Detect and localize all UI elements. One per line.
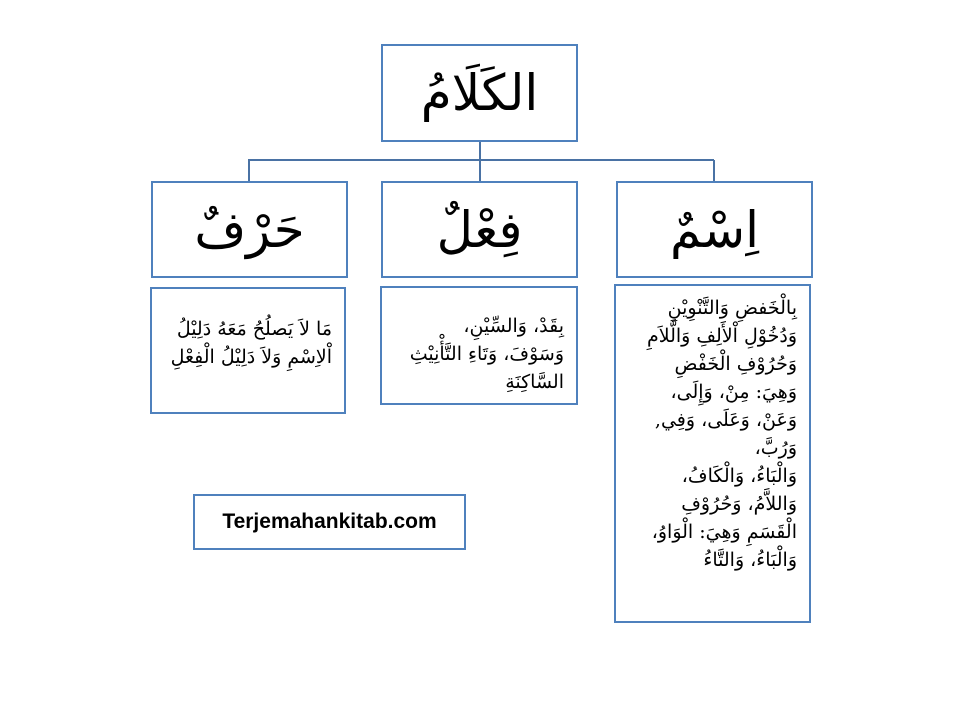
description-ism-line: وَالْبَاءُ، وَالتَّاءُ — [703, 549, 797, 571]
category-harf-label: حَرْفٌ — [194, 200, 305, 259]
description-ism-line: وَدُخُوْلِ اْلأَلِفِ وَالَّلاَمِ — [647, 325, 797, 347]
description-ism-line: وَهِيَ: مِنْ، وَإِلَى، — [670, 381, 797, 403]
description-ism — [614, 284, 811, 623]
description-fiil-line: وَسَوْفَ، وَتَاءِ التَّأْنِيْثِ — [409, 343, 564, 365]
description-ism-line: الْقَسَمِ وَهِيَ: الْوَاوُ، — [651, 521, 797, 543]
description-harf — [150, 287, 346, 414]
root-node-kalam — [381, 44, 578, 142]
description-ism-line: بِالْخَفضِ وَالتَّنْوِيْنِ — [667, 297, 797, 319]
description-fiil-line: السَّاكِنَةِ — [505, 371, 564, 393]
category-node-harf — [151, 181, 348, 278]
root-node-label: الكَلَامُ — [420, 64, 539, 122]
description-ism-line: وَعَنْ، وَعَلَى، وَفِي, — [654, 409, 797, 431]
description-fiil-line: بِقَدْ، وَالسِّيْنِ، — [463, 315, 564, 337]
category-node-ism — [616, 181, 813, 278]
description-harf-line: مَا لاَ يَصلُحُ مَعَهُ دَلِيْلُ — [176, 318, 332, 340]
description-harf-line: اْلاِسْمِ وَلاَ دَلِيْلُ الْفِعْلِ — [170, 346, 332, 368]
description-ism-line: وَالْبَاءُ، وَالْكَافُ، — [681, 465, 797, 487]
description-ism-line: وَاللاَّمُ، وَحُرُوْفِ — [681, 493, 797, 515]
description-fiil — [380, 286, 578, 405]
category-ism-label: اِسْمٌ — [669, 200, 760, 259]
description-ism-line: وَرُبَّ، — [754, 437, 797, 459]
category-fiil-label: فِعْلٌ — [436, 200, 523, 259]
watermark-label: Terjemahankitab.com — [193, 494, 466, 550]
category-node-fiil — [381, 181, 578, 278]
description-ism-line: وَحُرُوْفِ الْخَفْضِ — [674, 353, 797, 375]
